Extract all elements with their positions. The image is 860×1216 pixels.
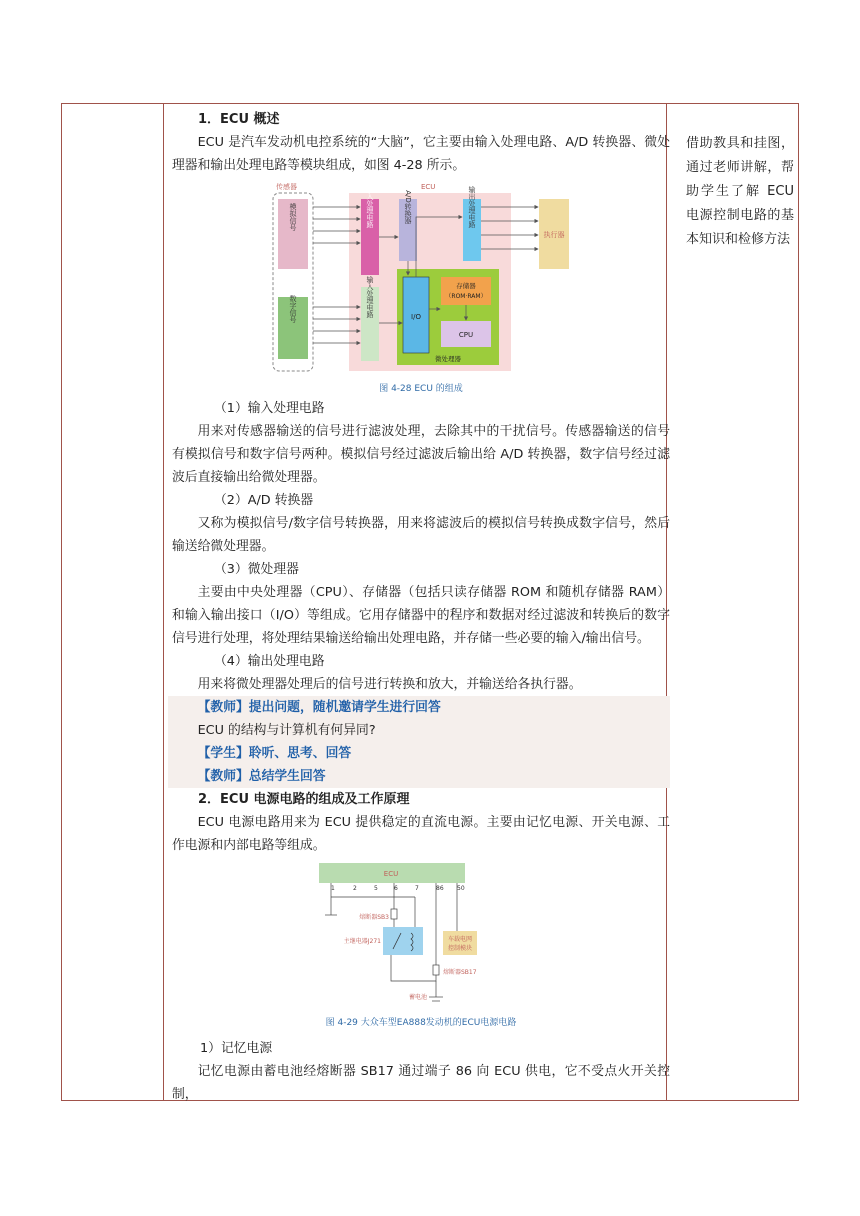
column-divider-left bbox=[163, 104, 164, 1100]
section1-heading: 1．ECU 概述 bbox=[198, 112, 280, 127]
pin-1: 1 bbox=[331, 885, 335, 892]
item-3-title: （3）微处理器 bbox=[214, 562, 299, 577]
io-label: I/O bbox=[411, 313, 421, 321]
ecu-power-circuit-diagram bbox=[291, 857, 551, 1037]
item-4-text: 用来将微处理器处理后的信号进行转换和放大，并输送给各执行器。 bbox=[197, 677, 582, 692]
question: ECU 的结构与计算机有何异同? bbox=[197, 723, 376, 738]
memory-label: 存储器 bbox=[456, 282, 476, 290]
sensor-group-label: 传感器 bbox=[276, 183, 297, 191]
figure2-caption: 图 4-29 大众车型EA888发动机的ECU电源电路 bbox=[325, 1018, 517, 1028]
item-1-text: 用来对传感器输送的信号进行滤波处理，去除其中的干扰信号。传感器输送的信号有模拟信号和数字信号两种。模拟信号经过滤波后输出给 A/D 转换器，数字信号经过滤波后直接输出给微处理器。 bbox=[172, 424, 670, 485]
output-circuit-label: 输出处理电路 bbox=[468, 186, 476, 228]
input-circuit-digital-label: 输入处理电路 bbox=[366, 276, 374, 318]
analog-signal-label: 模拟信号 bbox=[289, 203, 297, 231]
fuse-sb17-label: 熔断器SB17 bbox=[443, 969, 477, 976]
main-relay-box bbox=[383, 927, 423, 955]
battery-label: 蓄电池 bbox=[408, 994, 427, 1001]
pin-5: 5 bbox=[374, 885, 378, 892]
cpu-label: CPU bbox=[458, 331, 474, 339]
memory-power-text: 记忆电源由蓄电池经熔断器 SB17 通过端子 86 向 ECU 供电，它不受点火开关控制， bbox=[172, 1064, 670, 1102]
item-4-title: （4）输出处理电路 bbox=[214, 654, 325, 669]
interaction-block bbox=[168, 696, 670, 788]
pin-6: 6 bbox=[394, 885, 398, 892]
main-content bbox=[172, 104, 670, 1106]
ecu-block-label: ECU bbox=[383, 870, 399, 878]
pin-2: 2 bbox=[353, 885, 357, 892]
item-2-text: 又称为模拟信号/数字信号转换器，用来将滤波后的模拟信号转换成数字信号，然后输送给微处理器。 bbox=[172, 516, 670, 554]
item-3-text: 主要由中央处理器（CPU）、存储器（包括只读存储器 ROM 和随机存储器 RAM）和输入输出接口（I/O）等组成。它用存储器中的程序和数据对经过滤波和转换后的数字信号进行处理，将处理结果输送给输出处理电路，并存储一些必要的输入/输出信号。 bbox=[172, 585, 670, 646]
pin-86: 86 bbox=[436, 885, 444, 892]
network-module-label-1: 车载电网 bbox=[447, 936, 473, 943]
item-1 bbox=[172, 397, 670, 489]
item-2 bbox=[172, 489, 670, 558]
item-1-title: （1）输入处理电路 bbox=[214, 401, 325, 416]
input-circuit-analog-label: 输入处理电路 bbox=[366, 186, 374, 228]
teacher-summary: 【教师】总结学生回答 bbox=[197, 769, 326, 784]
teaching-note: 借助教具和挂图，通过老师讲解，帮助学生了解 ECU 电源控制电路的基本知识和检修方法 bbox=[686, 136, 794, 247]
network-module-label-2: 控制模块 bbox=[447, 945, 473, 952]
memory-sub-label: （ROM·RAM） bbox=[445, 293, 487, 300]
item-2-title: （2）A/D 转换器 bbox=[214, 493, 314, 508]
student-action: 【学生】聆听、思考、回答 bbox=[197, 746, 352, 761]
ecu-composition-diagram bbox=[271, 177, 571, 397]
pin-labels bbox=[331, 885, 465, 892]
actuator-label: 执行器 bbox=[543, 231, 565, 239]
lesson-table bbox=[61, 103, 799, 1101]
figure1-caption: 图 4-28 ECU 的组成 bbox=[379, 384, 463, 394]
item-3 bbox=[172, 558, 670, 650]
section2-heading: 2．ECU 电源电路的组成及工作原理 bbox=[198, 792, 410, 807]
pin-50: 50 bbox=[457, 885, 465, 892]
microprocessor-label: 微处理器 bbox=[435, 355, 461, 363]
fuse-sb3-label: 熔断器SB3 bbox=[359, 914, 389, 921]
memory-power-title: 1）记忆电源 bbox=[200, 1041, 273, 1056]
ad-converter-label: A/D转换器 bbox=[404, 190, 412, 224]
teacher-ask: 【教师】提出问题，随机邀请学生进行回答 bbox=[197, 700, 441, 715]
pin-7: 7 bbox=[415, 885, 419, 892]
section1-intro: ECU 是汽车发动机电控系统的“大脑”，它主要由输入处理电路、A/D 转换器、微处理器和输出处理电路等模块组成，如图 4-28 所示。 bbox=[172, 135, 670, 173]
ecu-label: ECU bbox=[421, 183, 436, 191]
item-4 bbox=[172, 650, 670, 696]
main-relay-label: 主继电器J271 bbox=[343, 938, 381, 945]
section2-intro: ECU 电源电路用来为 ECU 提供稳定的直流电源。主要由记忆电源、开关电源、工作电源和内部电路等组成。 bbox=[172, 815, 670, 853]
digital-signal-label: 数字信号 bbox=[289, 295, 297, 323]
